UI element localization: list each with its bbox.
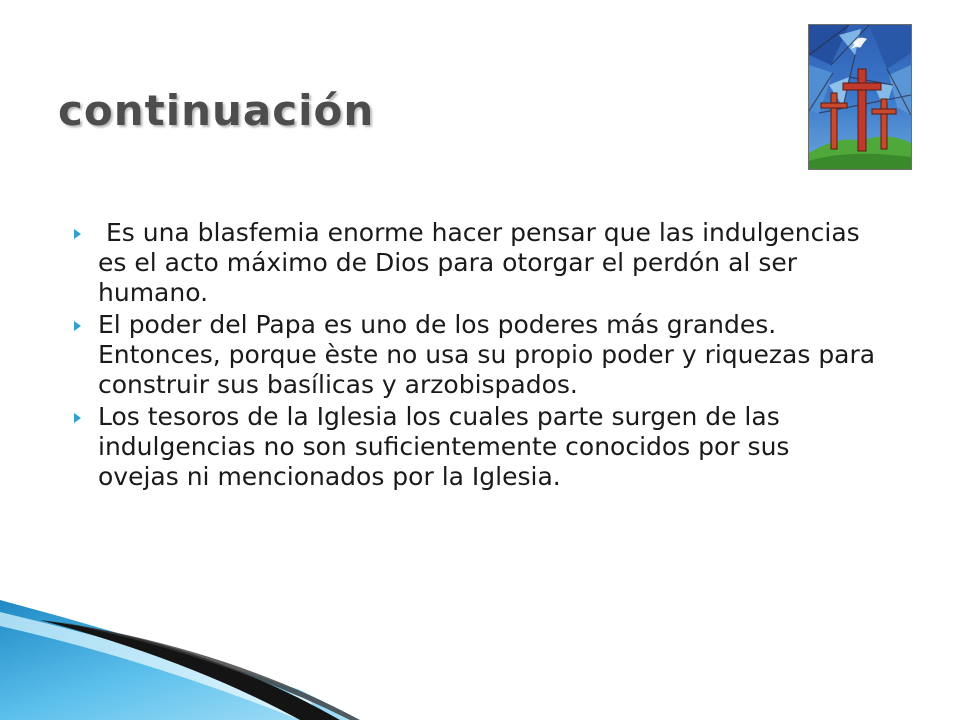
bullet-text: Los tesoros de la Iglesia los cuales parte surgen de las indulgencias no son suficientemente conocidos por sus ovejas ni mencionados por la Iglesia. <box>98 402 790 491</box>
slide-title: continuación <box>58 86 375 135</box>
bullet-text: El poder del Papa es uno de los poderes más grandes. Entonces, porque èste no usa su propio poder y riquezas para construir sus basílicas y arzobispados. <box>98 310 876 399</box>
bullet-text: Es una blasfemia enorme hacer pensar que las indulgencias es el acto máximo de Dios para otorgar el perdón al ser humano. <box>98 218 860 307</box>
